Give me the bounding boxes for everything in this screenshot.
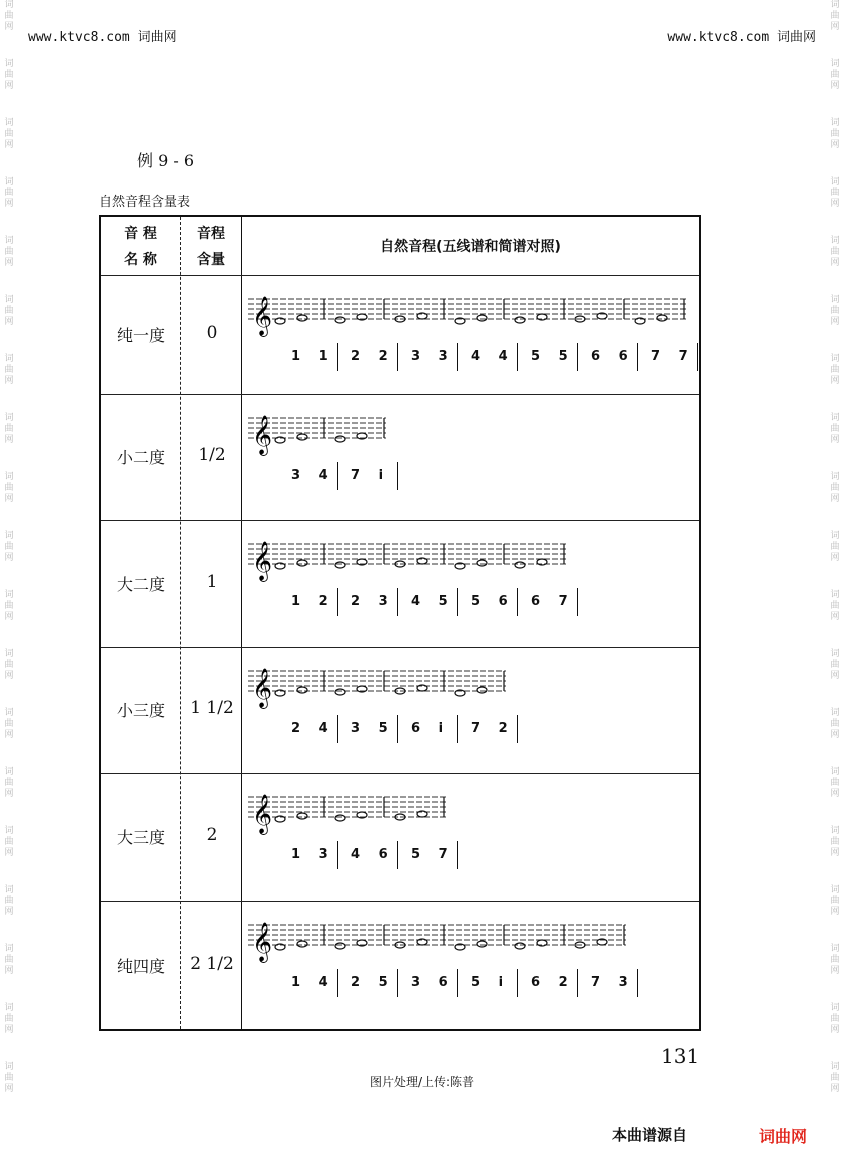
whole-note: [537, 559, 547, 565]
header-staff: 自然音程(五线谱和简谱对照): [380, 239, 561, 255]
jianpu-bar: [517, 715, 518, 743]
staff-notation: [246, 915, 636, 965]
jianpu-pair: 5 6: [471, 594, 515, 609]
whole-note: [335, 943, 345, 949]
jianpu-pair: 7 7: [651, 349, 695, 364]
jianpu-pair: 1 3: [291, 847, 335, 862]
watermark-glyph: 词 曲 网: [830, 59, 840, 91]
staff-notation: [246, 408, 396, 458]
jianpu-pair: 3 3: [411, 349, 455, 364]
side-watermark-right: [828, 0, 842, 1173]
header-name-line1: 音 程: [124, 226, 157, 242]
whole-note: [515, 562, 525, 568]
whole-note: [335, 815, 345, 821]
interval-amount: 0: [206, 322, 218, 343]
interval-name: 大三度: [116, 828, 165, 847]
watermark-glyph: 词 曲 网: [830, 0, 840, 32]
jianpu-bar: [577, 343, 578, 371]
jianpu-bar: [397, 343, 398, 371]
treble-clef-icon: 𝄞: [252, 668, 273, 708]
row-divider: [101, 275, 699, 276]
row-divider: [101, 901, 699, 902]
jianpu-pair: 5 5: [531, 349, 575, 364]
jianpu-bar: [517, 343, 518, 371]
treble-clef-icon: 𝄞: [252, 541, 273, 581]
watermark-glyph: 词 曲 网: [4, 885, 14, 917]
treble-clef-icon: 𝄞: [252, 794, 273, 834]
interval-amount: 2 1/2: [190, 954, 234, 974]
jianpu-pair: 3 4: [291, 468, 335, 483]
jianpu-bar: [397, 462, 398, 490]
jianpu-bar: [457, 588, 458, 616]
watermark-glyph: 词 曲 网: [830, 826, 840, 858]
whole-note: [297, 941, 307, 947]
jianpu-pair: 5 i: [471, 975, 511, 990]
jianpu-bar: [337, 969, 338, 997]
row-divider: [101, 773, 699, 774]
watermark-glyph: 词 曲 网: [830, 1003, 840, 1035]
watermark-glyph: 词 曲 网: [830, 767, 840, 799]
jianpu-pair: 6 7: [531, 594, 575, 609]
header-amount-line1: 音程: [197, 226, 225, 242]
jianpu-pair: 4 4: [471, 349, 515, 364]
staff-notation: [246, 289, 696, 339]
source-label: 本曲谱源自: [612, 1126, 688, 1144]
whole-note: [477, 560, 487, 566]
jianpu-pair: 2 5: [351, 975, 395, 990]
whole-note: [297, 687, 307, 693]
whole-note: [515, 943, 525, 949]
jianpu-bar: [397, 969, 398, 997]
jianpu-bar: [517, 588, 518, 616]
jianpu-pair: 1 2: [291, 594, 335, 609]
whole-note: [335, 689, 345, 695]
jianpu-pair: 6 2: [531, 975, 575, 990]
jianpu-bar: [457, 715, 458, 743]
jianpu-pair: 2 4: [291, 721, 335, 736]
whole-note: [335, 562, 345, 568]
watermark-glyph: 词 曲 网: [830, 236, 840, 268]
header-name-line2: 名 称: [124, 252, 157, 268]
jianpu-bar: [397, 588, 398, 616]
watermark-glyph: 词 曲 网: [4, 767, 14, 799]
treble-clef-icon: 𝄞: [252, 296, 273, 336]
jianpu-bar: [637, 969, 638, 997]
row-divider: [101, 394, 699, 395]
interval-amount: 1: [206, 571, 218, 592]
whole-note: [417, 939, 427, 945]
jianpu-bar: [337, 343, 338, 371]
jianpu-pair: 7 3: [591, 975, 635, 990]
watermark-glyph: 词 曲 网: [4, 295, 14, 327]
row-divider: [101, 520, 699, 521]
side-watermark-left: [2, 0, 16, 1173]
whole-note: [657, 315, 667, 321]
watermark-glyph: 词 曲 网: [830, 590, 840, 622]
staff-notation: [246, 661, 516, 711]
watermark-glyph: 词 曲 网: [830, 354, 840, 386]
watermark-glyph: 词 曲 网: [830, 295, 840, 327]
jianpu-bar: [337, 588, 338, 616]
watermark-glyph: 词 曲 网: [830, 885, 840, 917]
whole-note: [335, 436, 345, 442]
jianpu-pair: 6 i: [411, 721, 451, 736]
staff-notation: [246, 534, 576, 584]
jianpu-pair: 4 5: [411, 594, 455, 609]
whole-note: [417, 558, 427, 564]
jianpu-bar: [457, 343, 458, 371]
interval-amount: 2: [206, 825, 218, 845]
jianpu-bar: [337, 841, 338, 869]
whole-note: [515, 317, 525, 323]
brand-logo: 词曲网: [759, 1127, 808, 1146]
watermark-glyph: 词 曲 网: [830, 118, 840, 150]
site-url-right: www.ktvc8.com 词曲网: [667, 30, 816, 45]
watermark-glyph: 词 曲 网: [4, 354, 14, 386]
jianpu-bar: [637, 343, 638, 371]
interval-name: 纯一度: [116, 325, 165, 345]
jianpu-pair: 2 2: [351, 349, 395, 364]
staff-notation: [246, 787, 456, 837]
jianpu-pair: 7 i: [351, 468, 391, 483]
watermark-glyph: 词 曲 网: [4, 413, 14, 445]
treble-clef-icon: 𝄞: [252, 922, 273, 962]
watermark-glyph: 词 曲 网: [4, 590, 14, 622]
watermark-glyph: 词 曲 网: [4, 472, 14, 504]
interval-name: 纯四度: [116, 957, 165, 976]
jianpu-bar: [577, 969, 578, 997]
upload-credit: 图片处理/上传:陈普: [369, 1075, 475, 1089]
whole-note: [297, 434, 307, 440]
watermark-glyph: 词 曲 网: [4, 0, 14, 32]
whole-note: [297, 813, 307, 819]
watermark-glyph: 词 曲 网: [4, 118, 14, 150]
jianpu-pair: 3 6: [411, 975, 455, 990]
watermark-glyph: 词 曲 网: [4, 944, 14, 976]
treble-clef-icon: 𝄞: [252, 415, 273, 455]
watermark-glyph: 词 曲 网: [4, 649, 14, 681]
example-label: 例 9 - 6: [137, 151, 195, 170]
jianpu-pair: 1 1: [291, 349, 335, 364]
watermark-glyph: 词 曲 网: [4, 177, 14, 209]
watermark-glyph: 词 曲 网: [830, 413, 840, 445]
watermark-glyph: 词 曲 网: [4, 59, 14, 91]
watermark-glyph: 词 曲 网: [4, 826, 14, 858]
whole-note: [297, 560, 307, 566]
jianpu-bar: [517, 969, 518, 997]
watermark-glyph: 词 曲 网: [830, 649, 840, 681]
jianpu-bar: [397, 715, 398, 743]
jianpu-bar: [457, 841, 458, 869]
jianpu-bar: [577, 588, 578, 616]
jianpu-pair: 4 6: [351, 847, 395, 862]
site-url-left: www.ktvc8.com 词曲网: [28, 30, 177, 45]
jianpu-pair: 1 4: [291, 975, 335, 990]
watermark-glyph: 词 曲 网: [4, 708, 14, 740]
table-caption: 自然音程含量表: [99, 195, 191, 210]
jianpu-pair: 3 5: [351, 721, 395, 736]
whole-note: [537, 314, 547, 320]
interval-amount: 1/2: [198, 445, 226, 465]
whole-note: [335, 317, 345, 323]
jianpu-bar: [697, 343, 698, 371]
watermark-glyph: 词 曲 网: [830, 1062, 840, 1094]
whole-note: [297, 315, 307, 321]
whole-note: [417, 313, 427, 319]
jianpu-bar: [397, 841, 398, 869]
watermark-glyph: 词 曲 网: [4, 1003, 14, 1035]
page-number: 131: [661, 1044, 700, 1068]
jianpu-pair: 6 6: [591, 349, 635, 364]
interval-name: 大二度: [116, 574, 165, 594]
interval-table: [99, 215, 701, 1031]
jianpu-pair: 7 2: [471, 721, 515, 736]
watermark-glyph: 词 曲 网: [830, 944, 840, 976]
interval-amount: 1 1/2: [190, 698, 234, 718]
jianpu-pair: 5 7: [411, 847, 455, 862]
jianpu-bar: [457, 969, 458, 997]
whole-note: [477, 315, 487, 321]
watermark-glyph: 词 曲 网: [830, 177, 840, 209]
watermark-glyph: 词 曲 网: [4, 1062, 14, 1094]
jianpu-bar: [337, 715, 338, 743]
watermark-glyph: 词 曲 网: [830, 708, 840, 740]
whole-note: [477, 687, 487, 693]
header-amount-line2: 含量: [197, 252, 225, 268]
watermark-glyph: 词 曲 网: [830, 472, 840, 504]
whole-note: [477, 941, 487, 947]
watermark-glyph: 词 曲 网: [830, 531, 840, 563]
jianpu-bar: [337, 462, 338, 490]
interval-name: 小三度: [116, 701, 165, 720]
whole-note: [537, 940, 547, 946]
watermark-glyph: 词 曲 网: [4, 236, 14, 268]
row-divider: [101, 647, 699, 648]
watermark-glyph: 词 曲 网: [4, 531, 14, 563]
jianpu-pair: 2 3: [351, 594, 395, 609]
interval-name: 小二度: [116, 448, 165, 467]
